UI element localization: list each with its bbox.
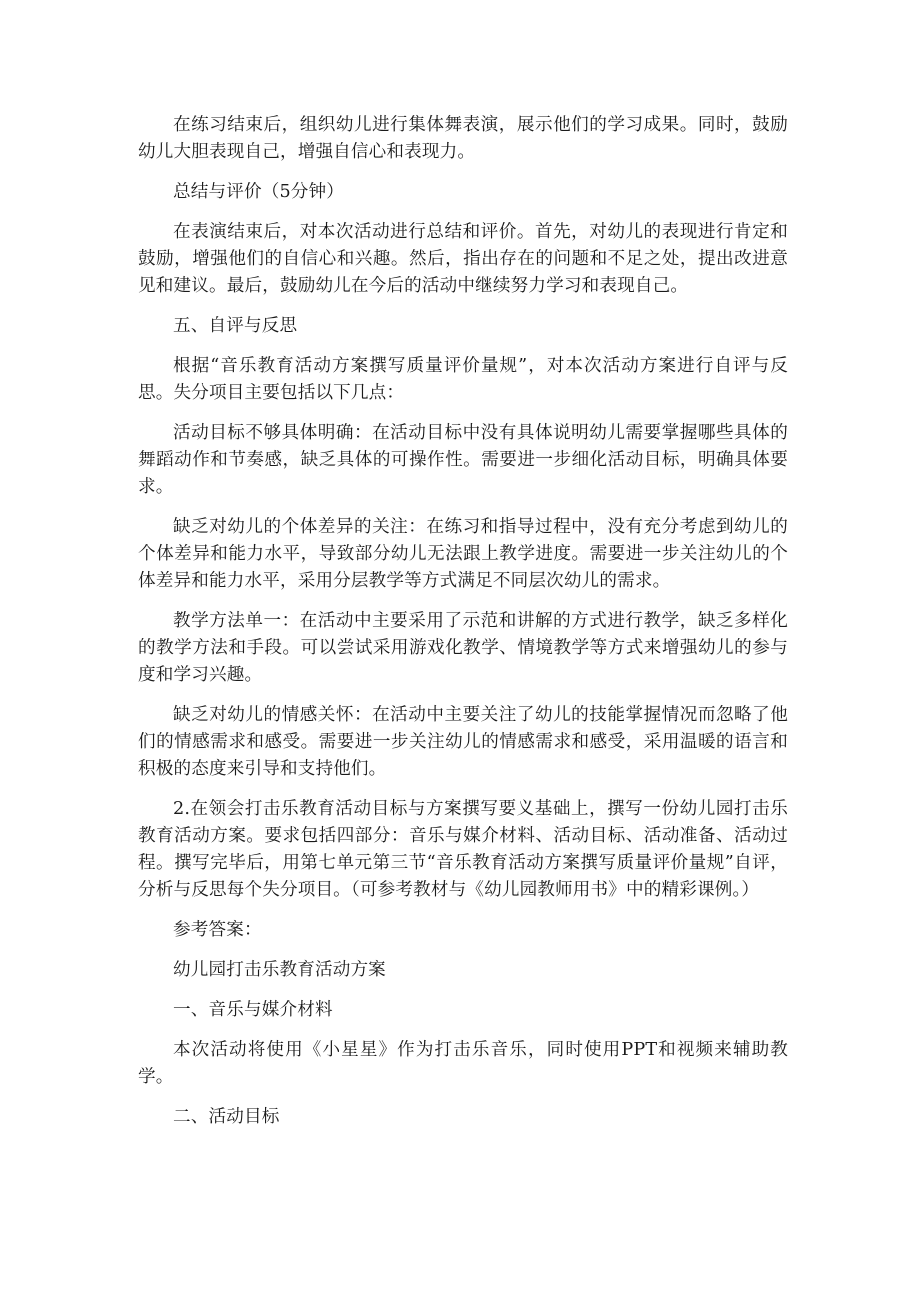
- paragraph-media-usage: 本次活动将使用《小星星》作为打击乐音乐，同时使用PPT和视频来辅助教学。: [138, 1040, 788, 1087]
- heading-music-media: 一、音乐与媒介材料: [173, 1000, 333, 1020]
- heading-plan-title: 幼儿园打击乐教育活动方案: [173, 960, 386, 980]
- paragraph-teaching-method: 教学方法单一：在活动中主要采用了示范和讲解的方式进行教学，缺乏多样化的教学方法和手段。可以尝试采用游戏化教学、情境教学等方式来增强幼儿的参与度和学习兴趣。: [138, 611, 788, 685]
- document-body: [138, 112, 788, 1144]
- paragraph-rubric-intro: 根据“音乐教育活动方案撰写质量评价量规”，对本次活动方案进行自评与反思。失分项目主要包括以下几点：: [138, 356, 788, 403]
- paragraph-summary: 在表演结束后，对本次活动进行总结和评价。首先，对幼儿的表现进行肯定和鼓励，增强他们的自信心和兴趣。然后，指出存在的问题和不足之处，提出改进意见和建议。最后，鼓励幼儿在今后的活动中继续努力学习和表现自己。: [138, 222, 788, 296]
- paragraph-individual-difference: 缺乏对幼儿的个体差异的关注：在练习和指导过程中，没有充分考虑到幼儿的个体差异和能力水平，导致部分幼儿无法跟上教学进度。需要进一步关注幼儿的个体差异和能力水平，采用分层教学等方式满足不同层次幼儿的需求。: [138, 517, 788, 591]
- paragraph-performance: 在练习结束后，组织幼儿进行集体舞表演，展示他们的学习成果。同时，鼓励幼儿大胆表现自己，增强自信心和表现力。: [138, 115, 788, 162]
- paragraph-goal-issue: 活动目标不够具体明确：在活动目标中没有具体说明幼儿需要掌握哪些具体的舞蹈动作和节奏感，缺乏具体的可操作性。需要进一步细化活动目标，明确具体要求。: [138, 423, 788, 497]
- paragraph-emotional-care: 缺乏对幼儿的情感关怀：在活动中主要关注了幼儿的技能掌握情况而忽略了他们的情感需求和感受。需要进一步关注幼儿的情感需求和感受，采用温暖的语言和积极的态度来引导和支持他们。: [138, 705, 788, 779]
- heading-summary-evaluation: 总结与评价（5分钟）: [173, 182, 345, 202]
- heading-reference-answer: 参考答案：: [173, 920, 262, 940]
- paragraph-question-2: 2.在领会打击乐教育活动目标与方案撰写要义基础上，撰写一份幼儿园打击乐教育活动方案。要求包括四部分：音乐与媒介材料、活动目标、活动准备、活动过程。撰写完毕后，用第七单元第三节“音乐教育活动方案撰写质量评价量规”自评，分析与反思每个失分项目。（可参考教材与《幼儿园教师用书》中的精彩课例。）: [138, 799, 788, 900]
- heading-self-evaluation: 五、自评与反思: [173, 316, 298, 336]
- heading-activity-goals: 二、活动目标: [173, 1107, 280, 1127]
